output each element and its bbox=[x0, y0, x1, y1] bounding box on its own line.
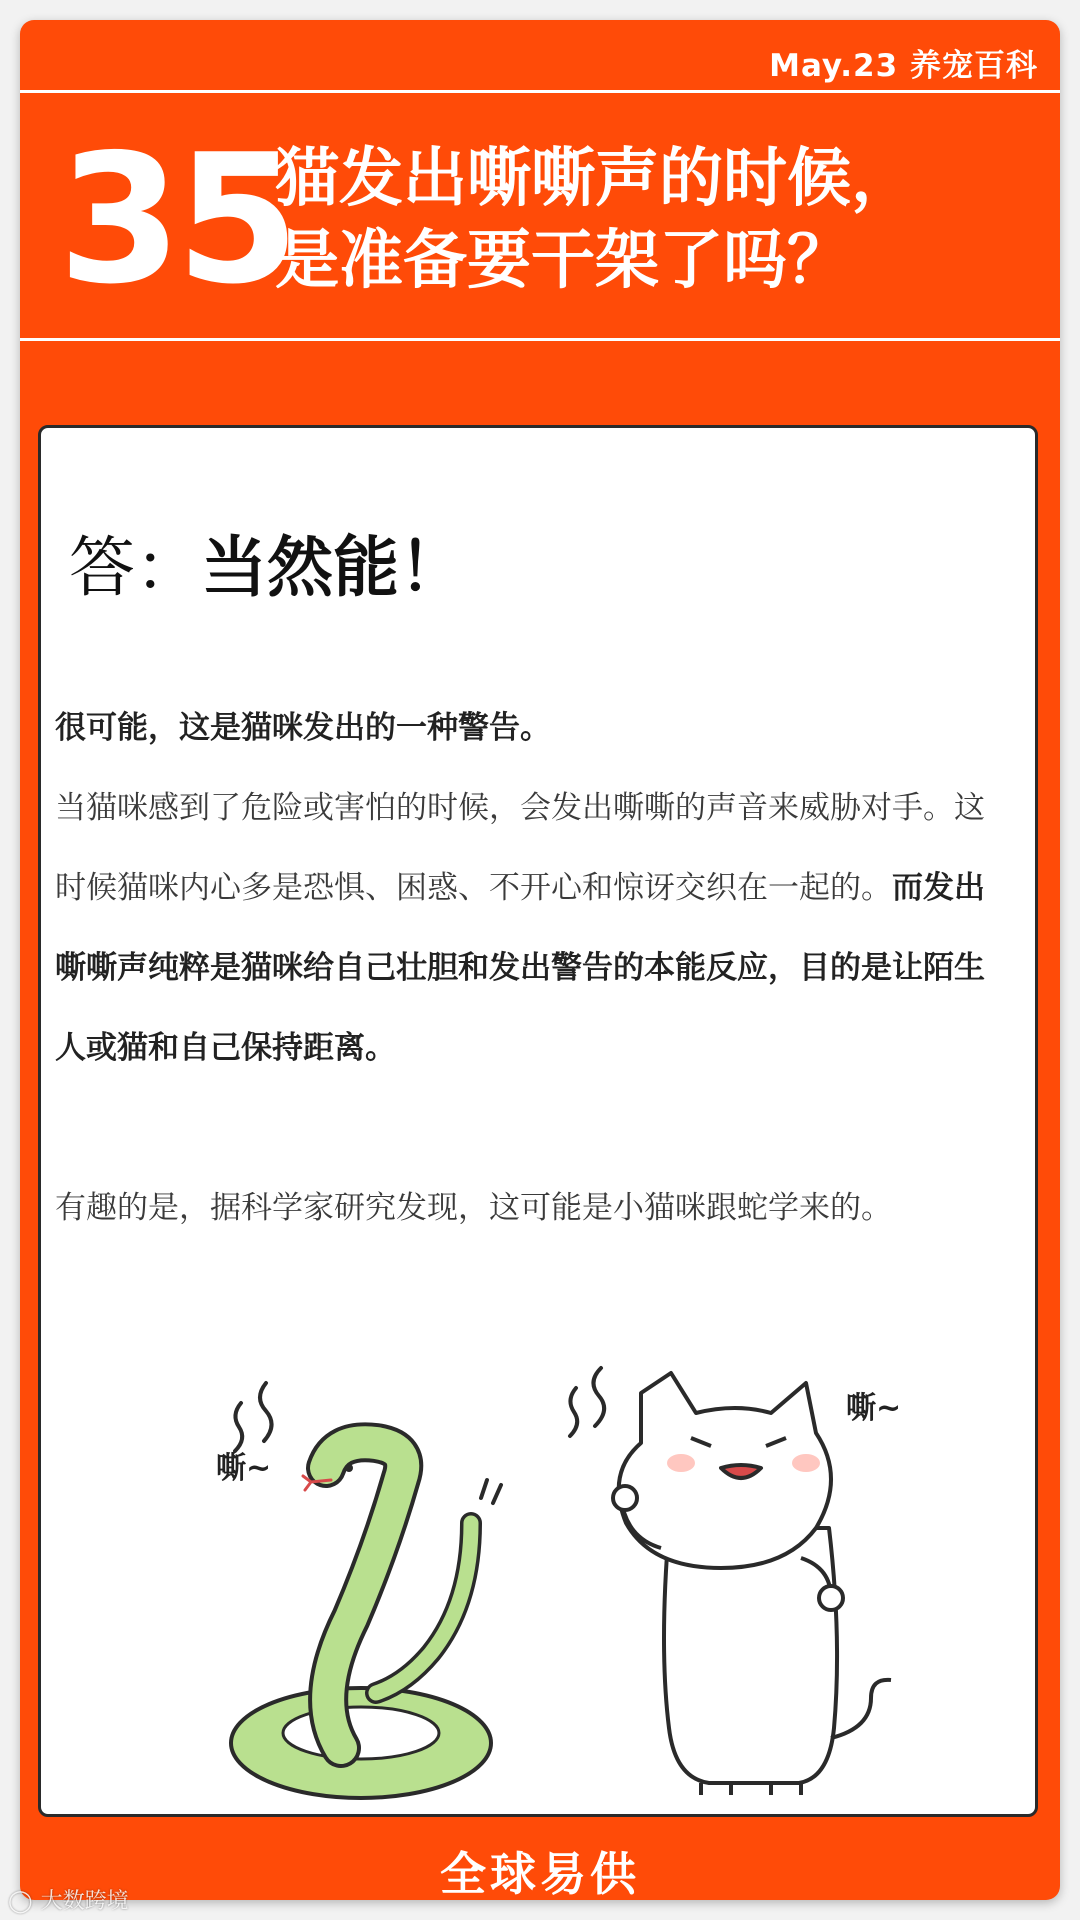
answer-text: 当然能！ bbox=[201, 529, 465, 606]
divider-top bbox=[20, 90, 1060, 93]
headline-line-2: 是准备要干架了吗？ bbox=[275, 224, 851, 298]
content-panel bbox=[38, 425, 1038, 1817]
watermark bbox=[8, 1884, 129, 1915]
answer-heading bbox=[69, 528, 465, 608]
answer-prefix: 答： bbox=[69, 529, 201, 606]
snake-hiss-text: 嘶~ bbox=[216, 1451, 272, 1486]
logo-icon: ◯ bbox=[8, 1889, 33, 1914]
explanation-paragraph bbox=[55, 768, 1015, 1088]
cat-hiss-text: 嘶~ bbox=[846, 1391, 902, 1426]
top-strip bbox=[20, 20, 1060, 90]
cat-squiggle-icon bbox=[570, 1368, 604, 1436]
cat-icon bbox=[613, 1373, 891, 1795]
article-card bbox=[20, 20, 1060, 1900]
footer-brand: 全球易供 bbox=[440, 1847, 640, 1900]
headline bbox=[275, 138, 1035, 302]
issue-tag: May.23 养宠百科 bbox=[769, 48, 1038, 84]
issue-number: 35 bbox=[58, 116, 294, 323]
fun-fact-paragraph: 有趣的是，据科学家研究发现，这可能是小猫咪跟蛇学来的。 bbox=[55, 1190, 892, 1226]
snake-icon bbox=[231, 1442, 491, 1798]
divider-bottom bbox=[20, 338, 1060, 341]
lead-paragraph: 很可能，这是猫咪发出的一种警告。 bbox=[55, 710, 551, 746]
explanation-text: 当猫咪感到了危险或害怕的时候，会发出嘶嘶的声音来威胁对手。这时候猫咪内心多是恐惧、困惑、不开心和惊讶交织在一起的。 bbox=[55, 790, 985, 906]
explanation-emphasis: 而发出嘶嘶声纯粹是猫咪给自己壮胆和发出警告的本能反应，目的是让陌生人或猫和自己保持距离。 bbox=[55, 870, 985, 1066]
article-body bbox=[55, 688, 1015, 1248]
snake-and-cat-illustration bbox=[41, 1348, 1035, 1817]
watermark-text: 大数跨境 bbox=[40, 1889, 129, 1914]
headline-line-1: 猫发出嘶嘶声的时候， bbox=[275, 142, 915, 216]
